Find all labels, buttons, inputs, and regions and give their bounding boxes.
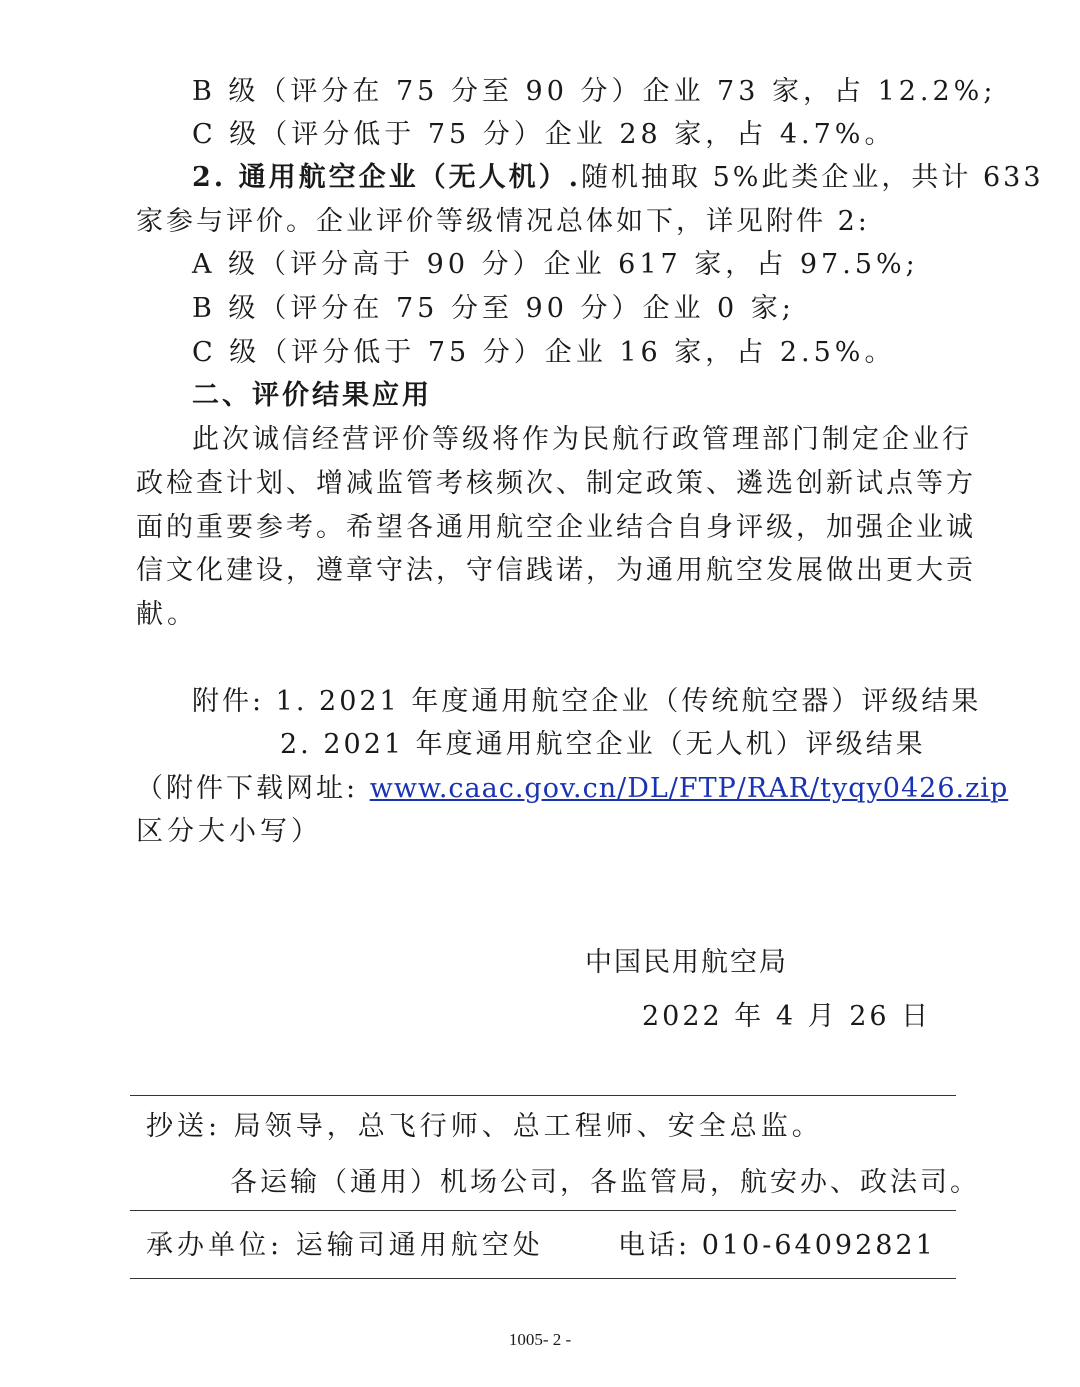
results-paragraph-line: 此次诚信经营评价等级将作为民航行政管理部门制定企业行 <box>192 424 972 455</box>
results-heading: 二、评价结果应用 <box>192 380 432 411</box>
phone-number: 010-64092821 <box>701 1230 936 1261</box>
cc-recipients-2: 各运输（通用）机场公司，各监管局，航安办、政法司。 <box>230 1167 980 1198</box>
office-line <box>146 1226 544 1266</box>
office-label: 承办单位: <box>146 1230 284 1261</box>
cc-line-1 <box>146 1107 823 1147</box>
section2-intro-line-2: 家参与评价。企业评价等级情况总体如下，详见附件 2: <box>136 206 870 237</box>
section2-a-grade-line: A 级（评分高于 90 分）企业 617 家，占 97.5%; <box>192 249 919 280</box>
results-paragraph-line: 献。 <box>136 599 198 630</box>
phone-line <box>618 1226 936 1266</box>
section2-heading: 2. 通用航空企业（无人机）. <box>192 162 581 193</box>
download-line <box>136 769 1008 809</box>
download-link[interactable]: www.caac.gov.cn/DL/FTP/RAR/tyqy0426.zip <box>369 773 1009 804</box>
section2-b-grade-line: B 级（评分在 75 分至 90 分）企业 0 家; <box>192 293 795 324</box>
issuer-name: 中国民用航空局 <box>585 947 788 978</box>
page-number: 1005- 2 - <box>508 1330 572 1349</box>
footer-middle-rule <box>130 1210 956 1211</box>
section1-b-grade-line: B 级（评分在 75 分至 90 分）企业 73 家，占 12.2%; <box>192 76 997 107</box>
cc-recipients-1: 局领导，总飞行师、总工程师、安全总监。 <box>233 1111 823 1142</box>
download-note: 区分大小写） <box>136 816 322 847</box>
section2-c-grade-line: C 级（评分低于 75 分）企业 16 家，占 2.5%。 <box>192 337 896 368</box>
download-prefix: （附件下载网址: <box>136 773 359 804</box>
cc-label: 抄送: <box>146 1111 222 1142</box>
results-paragraph-line: 面的重要参考。希望各通用航空企业结合自身评级，加强企业诚 <box>136 512 976 543</box>
footer-top-rule <box>130 1095 956 1096</box>
office-name: 运输司通用航空处 <box>295 1230 544 1261</box>
issue-date: 2022 年 4 月 26 日 <box>642 1001 932 1032</box>
section2-intro-line <box>192 158 1044 198</box>
phone-label: 电话: <box>618 1230 691 1261</box>
footer-bottom-rule <box>130 1278 956 1279</box>
section1-c-grade-line: C 级（评分低于 75 分）企业 28 家，占 4.7%。 <box>192 119 896 150</box>
results-paragraph-line: 信文化建设，遵章守法，守信践诺，为通用航空发展做出更大贡 <box>136 555 976 586</box>
section2-intro-text: 随机抽取 5%此类企业，共计 633 <box>581 162 1044 193</box>
results-paragraph-line: 政检查计划、增减监管考核频次、制定政策、遴选创新试点等方 <box>136 468 976 499</box>
attachment-line-1: 附件: 1. 2021 年度通用航空企业（传统航空器）评级结果 <box>192 686 982 717</box>
attachment-line-2: 2. 2021 年度通用航空企业（无人机）评级结果 <box>280 729 926 760</box>
